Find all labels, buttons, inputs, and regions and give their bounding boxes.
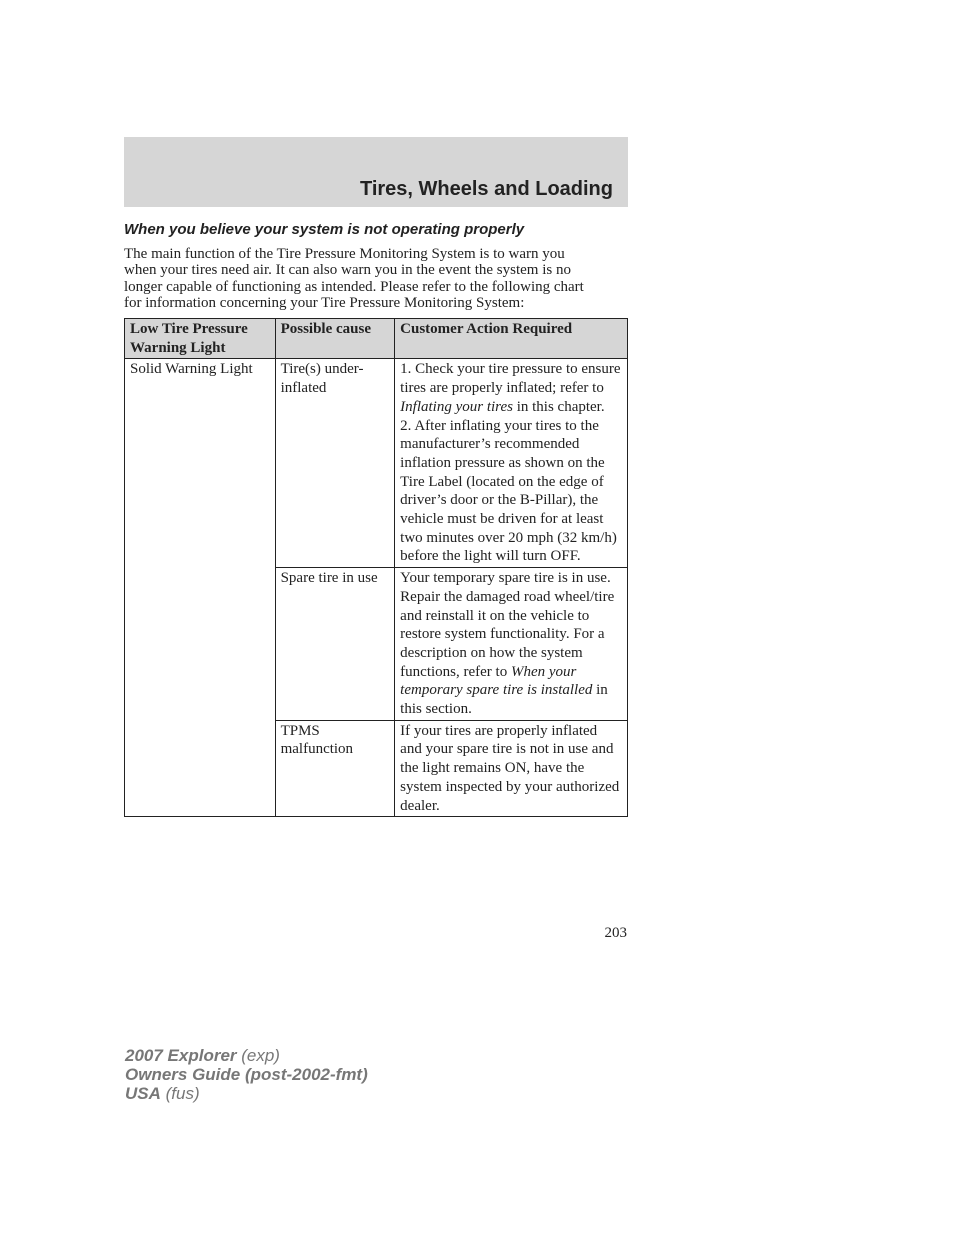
section-heading: When you believe your system is not operating properly [124, 221, 525, 238]
cause-cell: TPMS malfunction [275, 720, 395, 817]
document-footer [125, 1046, 368, 1103]
action-cell [395, 720, 628, 817]
action-reference: Inflating your tires [400, 398, 513, 415]
intro-line: The main function of the Tire Pressure Monitoring System is to warn you [124, 246, 565, 262]
action-text: in this section. [400, 682, 608, 718]
footer-guide: Owners Guide (post-2002-fmt) [125, 1065, 368, 1084]
chapter-header-band [124, 137, 628, 207]
footer-model: 2007 Explorer [125, 1046, 237, 1065]
footer-model-code: (exp) [236, 1046, 280, 1065]
header-possible-cause: Possible cause [275, 319, 395, 359]
action-text: Your temporary spare tire is in use. Repair the damaged road wheel/tire and reinstall it on the vehicle to restore system functionality. For a description on how the system functions, refer to [400, 570, 615, 680]
action-text: 2. After inflating your tires to the manufacturer’s recommended inflation pressure as shown on the Tire Label (located on the edge of driver’s door or the B-Pillar), the vehicle must be driven for at least two minutes over 20 mph (32 km/h) before the light will turn OFF. [400, 417, 617, 565]
intro-line: when your tires need air. It can also warn you in the event the system is no [124, 262, 571, 279]
action-cell [395, 568, 628, 721]
cause-cell: Spare tire in use [275, 568, 395, 721]
table-row [125, 359, 628, 568]
action-cell [395, 359, 628, 568]
action-text: If your tires are properly inflated and your spare tire is not in use and the light remains ON, have the system inspected by your authorized dealer. [400, 722, 620, 814]
action-text: 1. Check your tire pressure to ensure tires are properly inflated; refer to [400, 361, 621, 397]
warning-light-indicator: Solid Warning Light [125, 359, 276, 817]
cause-cell: Tire(s) under-inflated [275, 359, 395, 568]
intro-line: for information concerning your Tire Pressure Monitoring System: [124, 294, 525, 311]
action-reference: When your temporary spare tire is installed [400, 663, 593, 699]
page-number: 203 [604, 925, 627, 941]
table-header-row [125, 319, 628, 359]
chapter-title: Tires, Wheels and Loading [359, 178, 613, 200]
footer-market: USA [125, 1084, 161, 1103]
intro-paragraph [124, 246, 628, 311]
action-text: in this chapter. [512, 398, 605, 415]
intro-line: longer capable of functioning as intended. Please refer to the following chart [124, 278, 584, 295]
footer-market-code: (fus) [160, 1084, 200, 1103]
header-customer-action: Customer Action Required [395, 319, 628, 359]
tpms-chart-table [124, 318, 628, 817]
header-warning-light: Low Tire Pressure Warning Light [125, 319, 276, 359]
